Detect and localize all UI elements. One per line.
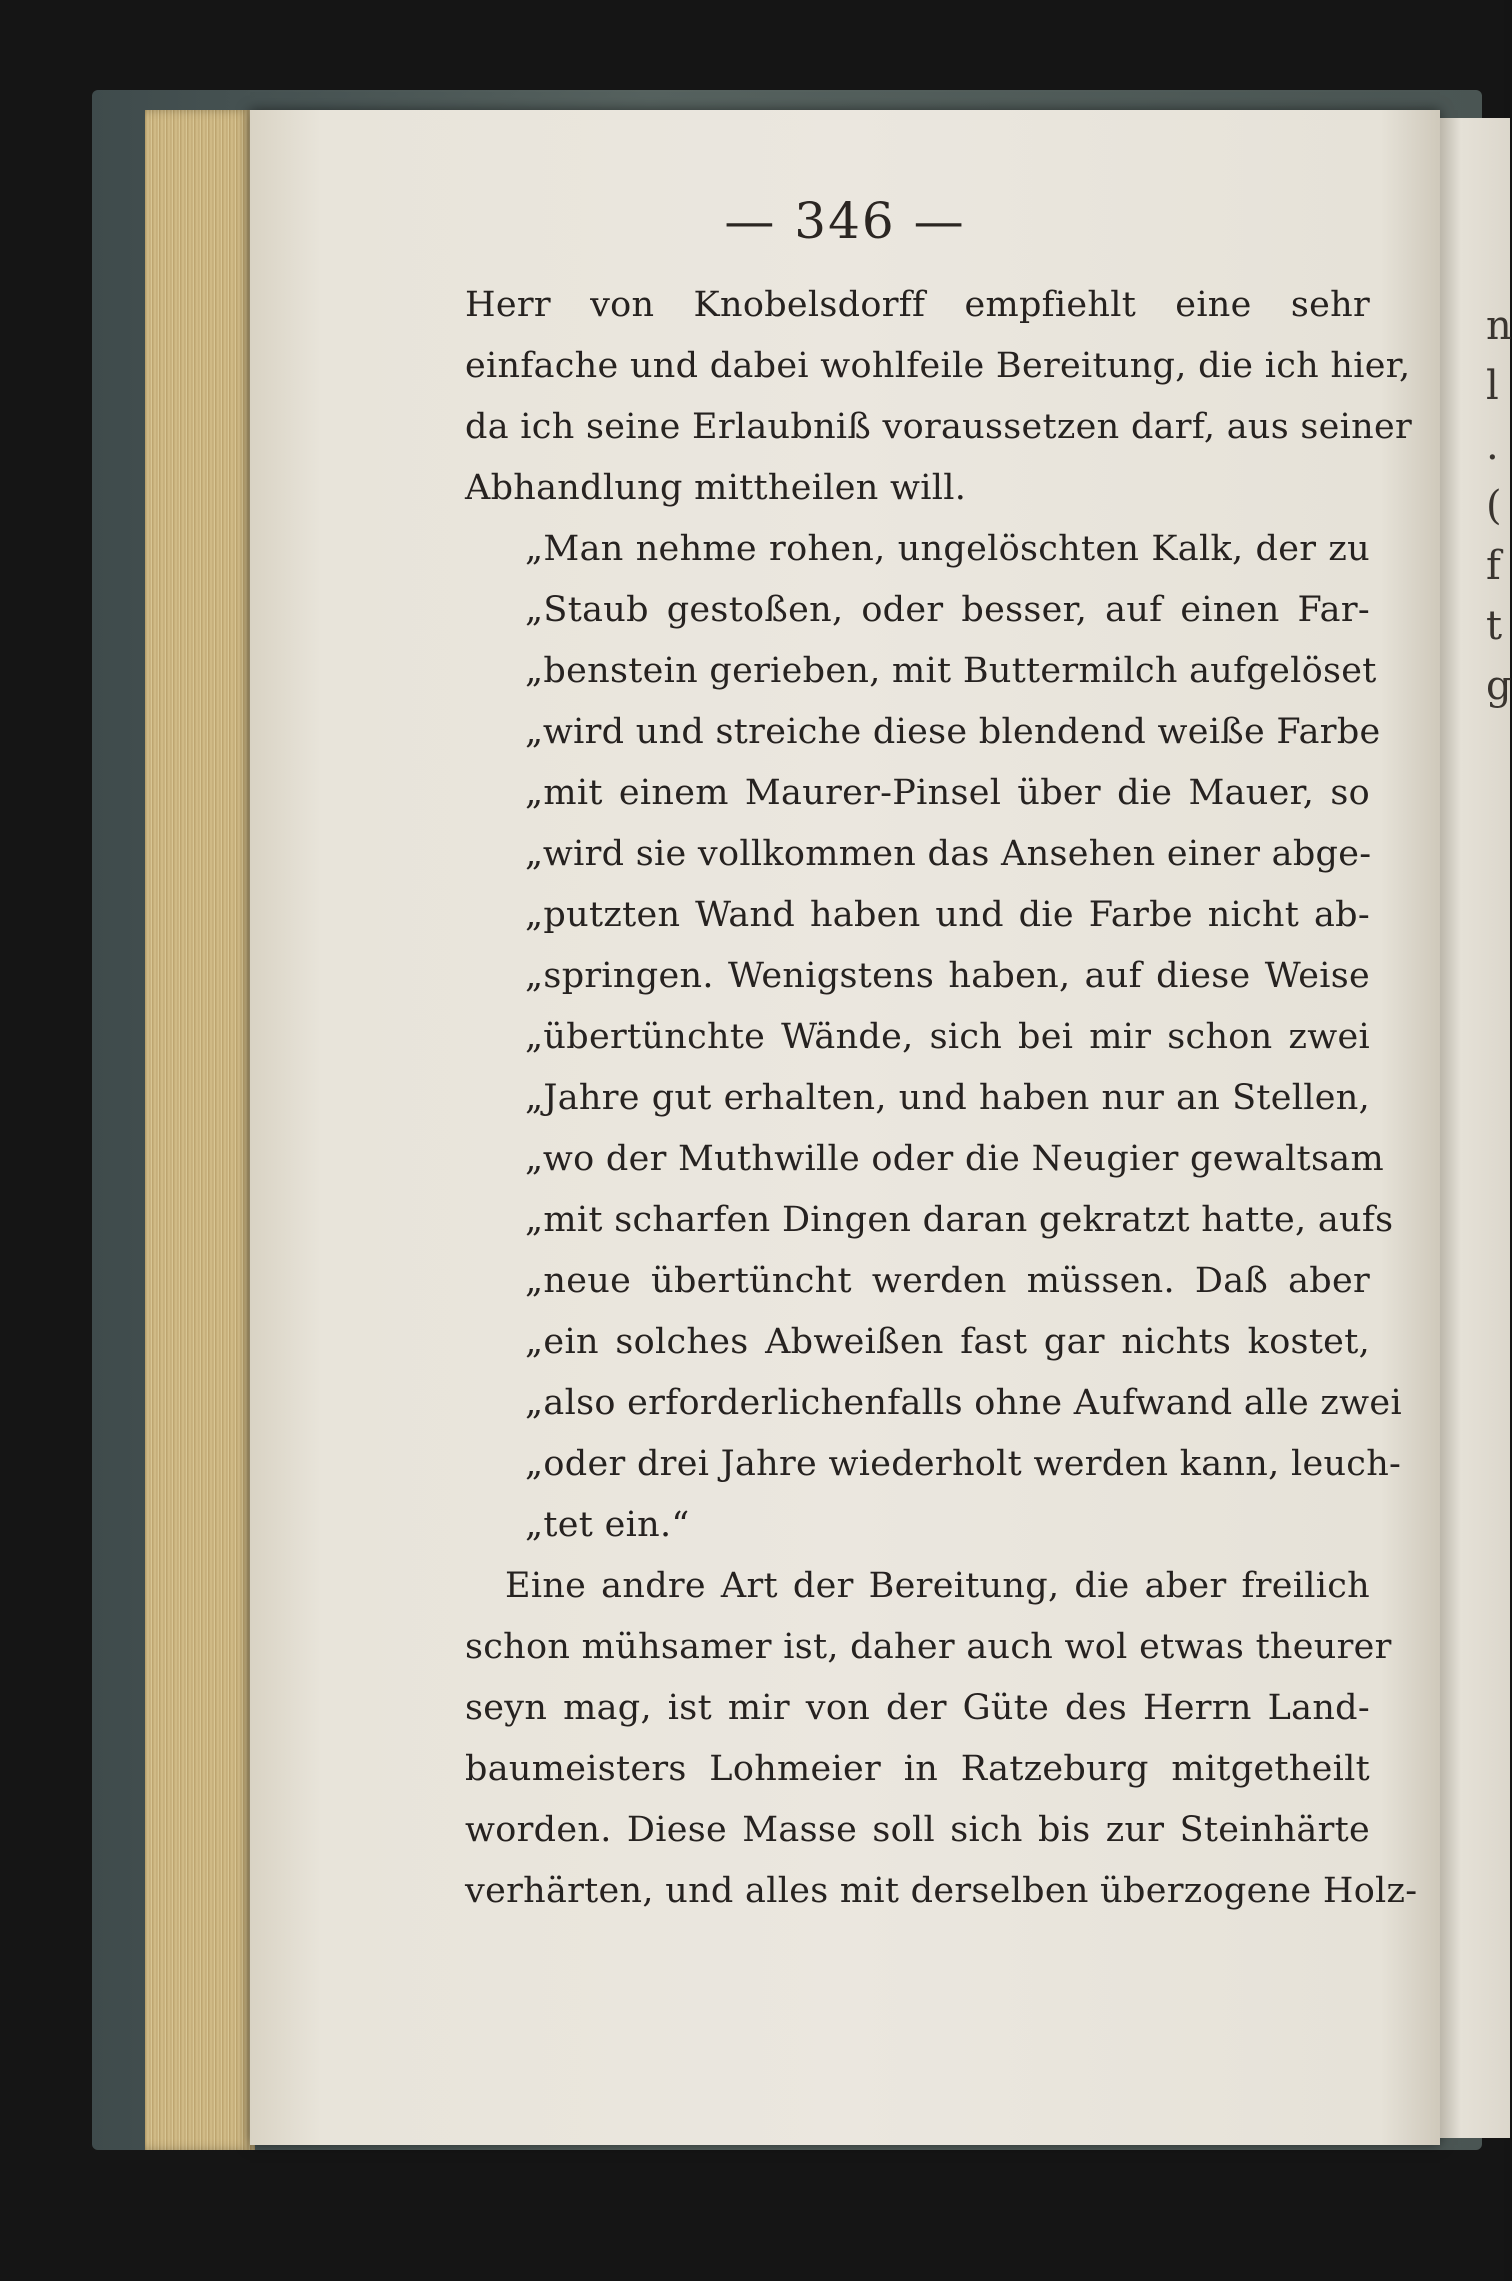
adjacent-page-fragment: f bbox=[1486, 543, 1501, 589]
text-line: Abhandlung mittheilen will. bbox=[465, 468, 967, 508]
text-line: baumeisters Lohmeier in Ratzeburg mitgetheilt bbox=[465, 1749, 1370, 1789]
adjacent-page-edge bbox=[1440, 118, 1510, 2138]
adjacent-page-fragment: n bbox=[1486, 303, 1512, 349]
adjacent-page-fragment: . bbox=[1486, 423, 1499, 469]
page-number: — 346 — bbox=[724, 192, 966, 250]
adjacent-page-fragment: ( bbox=[1486, 483, 1502, 529]
text-line: Eine andre Art der Bereitung, die aber freilich bbox=[505, 1566, 1370, 1606]
text-line: seyn mag, ist mir von der Güte des Herrn Land- bbox=[465, 1688, 1370, 1728]
quote-line: „Staub gestoßen, oder besser, auf einen Far- bbox=[525, 590, 1370, 630]
text-line: worden. Diese Masse soll sich bis zur Steinhärte bbox=[465, 1810, 1370, 1850]
text-line: da ich seine Erlaubniß voraussetzen darf, aus seiner bbox=[465, 407, 1413, 447]
quote-line: „wird sie vollkommen das Ansehen einer abge- bbox=[525, 834, 1372, 874]
text-line: schon mühsamer ist, daher auch wol etwas theurer bbox=[465, 1627, 1392, 1667]
book-page bbox=[250, 110, 1440, 2145]
quote-line: „benstein gerieben, mit Buttermilch aufgelöset bbox=[525, 651, 1377, 691]
quote-line: „tet ein.“ bbox=[525, 1505, 690, 1545]
quote-line: „wo der Muthwille oder die Neugier gewaltsam bbox=[525, 1139, 1384, 1179]
quote-line: „also erforderlichenfalls ohne Aufwand alle zwei bbox=[525, 1383, 1402, 1423]
quote-line: „neue übertüncht werden müssen. Daß aber bbox=[525, 1261, 1370, 1301]
quote-line: „oder drei Jahre wiederholt werden kann, leuch- bbox=[525, 1444, 1402, 1484]
quote-line: „springen. Wenigstens haben, auf diese Weise bbox=[525, 956, 1370, 996]
adjacent-page-fragment: t bbox=[1486, 603, 1503, 649]
quote-line: „mit einem Maurer-Pinsel über die Mauer, so bbox=[525, 773, 1370, 813]
adjacent-page-fragment: g bbox=[1486, 663, 1512, 709]
page-edges bbox=[145, 110, 255, 2150]
quote-line: „mit scharfen Dingen daran gekratzt hatte, aufs bbox=[525, 1200, 1394, 1240]
quote-line: „putzten Wand haben und die Farbe nicht ab- bbox=[525, 895, 1370, 935]
quote-line: „ein solches Abweißen fast gar nichts kostet, bbox=[525, 1322, 1370, 1362]
quote-line: „Jahre gut erhalten, und haben nur an Stellen, bbox=[525, 1078, 1370, 1118]
quote-line: „übertünchte Wände, sich bei mir schon zwei bbox=[525, 1017, 1370, 1057]
quote-line: „wird und streiche diese blendend weiße Farbe bbox=[525, 712, 1381, 752]
text-line: verhärten, und alles mit derselben überzogene Holz- bbox=[465, 1871, 1418, 1911]
text-line: Herr von Knobelsdorff empfiehlt eine sehr bbox=[465, 285, 1370, 325]
page-text bbox=[465, 275, 1418, 1922]
quote-line: „Man nehme rohen, ungelöschten Kalk, der zu bbox=[525, 529, 1370, 569]
adjacent-page-fragment: l bbox=[1486, 363, 1499, 409]
text-line: einfache und dabei wohlfeile Bereitung, die ich hier, bbox=[465, 346, 1411, 386]
